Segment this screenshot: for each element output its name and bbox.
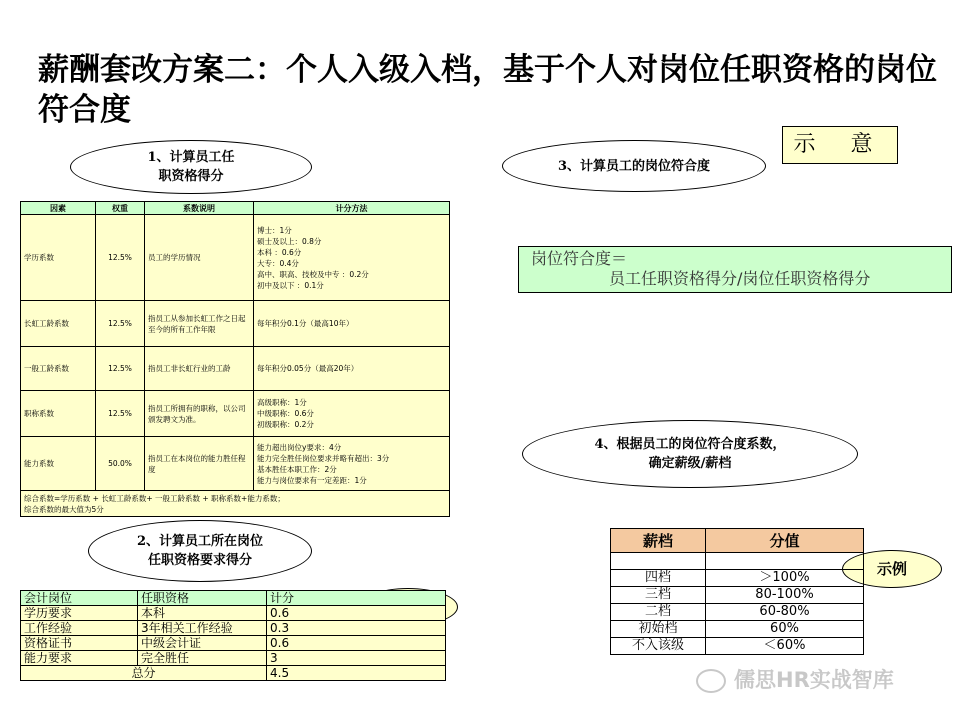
step3-ellipse: 3、计算员工的岗位符合度 — [502, 140, 766, 192]
req-score: 0.6 — [267, 636, 446, 651]
formula-line1: 岗位符合度＝ — [531, 249, 628, 268]
table-row — [21, 621, 446, 636]
watermark — [696, 664, 894, 694]
table-row — [21, 301, 450, 347]
example-badge-right: 示例 — [842, 550, 942, 588]
wechat-icon — [696, 669, 726, 693]
grade-table — [610, 528, 864, 655]
factor-cell: 一般工龄系数 — [21, 347, 96, 391]
table-row — [611, 570, 864, 587]
grade-level — [611, 553, 706, 570]
req-item: 工作经验 — [21, 621, 138, 636]
factor-scoring-table — [20, 201, 450, 517]
table-row — [611, 621, 864, 638]
req-score: 3 — [267, 651, 446, 666]
req-qualification: 本科 — [138, 606, 267, 621]
method-cell: 每年积分0.05分（最高20年） — [254, 347, 450, 391]
grade-range: 60% — [706, 621, 864, 638]
req-total-label: 总分 — [21, 666, 267, 681]
req-header-post: 会计岗位 — [21, 591, 138, 606]
page-title: 薪酬套改方案二：个人入级入档，基于个人对岗位任职资格的岗位符合度 — [38, 52, 937, 128]
factor-cell: 能力系数 — [21, 437, 96, 491]
table-row — [21, 347, 450, 391]
method-cell: 每年积分0.1分（最高10年） — [254, 301, 450, 347]
desc-cell: 员工的学历情况 — [145, 215, 254, 301]
table-total-row — [21, 666, 446, 681]
weight-cell: 12.5% — [96, 347, 145, 391]
col-header-weight: 权重 — [96, 202, 145, 215]
schema-label-box: 示 意 — [782, 126, 898, 164]
desc-cell: 指员工在本岗位的能力胜任程度 — [145, 437, 254, 491]
formula-line2: 员工任职资格得分/岗位任职资格得分 — [609, 269, 871, 288]
method-cell: 高级职称：1分 中级职称：0.6分 初级职称：0.2分 — [254, 391, 450, 437]
grade-level: 不入该级 — [611, 638, 706, 655]
grade-level: 四档 — [611, 570, 706, 587]
table-row — [611, 553, 864, 570]
col-header-method: 计分方法 — [254, 202, 450, 215]
factor-cell: 职称系数 — [21, 391, 96, 437]
formula-box — [518, 246, 952, 293]
grade-range: 80-100% — [706, 587, 864, 604]
req-qualification: 3年相关工作经验 — [138, 621, 267, 636]
desc-cell: 指员工从参加长虹工作之日起至今的所有工作年限 — [145, 301, 254, 347]
table-row — [21, 437, 450, 491]
req-qualification: 完全胜任 — [138, 651, 267, 666]
table-row — [21, 591, 446, 606]
table-row — [611, 587, 864, 604]
table-row — [21, 636, 446, 651]
table-row — [21, 391, 450, 437]
table-row — [21, 606, 446, 621]
table-row — [611, 604, 864, 621]
table-row — [611, 638, 864, 655]
table-row — [21, 651, 446, 666]
desc-cell: 指员工所拥有的职称，以公司颁发聘文为准。 — [145, 391, 254, 437]
grade-range: 60-80% — [706, 604, 864, 621]
weight-cell: 12.5% — [96, 301, 145, 347]
factor-cell: 学历系数 — [21, 215, 96, 301]
col-header-desc: 系数说明 — [145, 202, 254, 215]
step2-ellipse: 2、计算员工所在岗位 任职资格要求得分 — [88, 520, 312, 582]
factor-cell: 长虹工龄系数 — [21, 301, 96, 347]
watermark-text: 儒思HR实战智库 — [734, 668, 894, 692]
method-cell: 博士：1分 硕士及以上：0.8分 本科 ：0.6分 大专：0.4分 高中、职高、技校及中专 ：0.2分 初中及以下 ：0.1分 — [254, 215, 450, 301]
requirement-score-table — [20, 590, 446, 681]
table-footer-row — [21, 491, 450, 517]
weight-cell: 12.5% — [96, 215, 145, 301]
step1-ellipse: 1、计算员工任 职资格得分 — [70, 140, 312, 194]
req-qualification: 中级会计证 — [138, 636, 267, 651]
req-header-score: 计分 — [267, 591, 446, 606]
weight-cell: 50.0% — [96, 437, 145, 491]
req-item: 学历要求 — [21, 606, 138, 621]
col-header-factor: 因素 — [21, 202, 96, 215]
grade-range: ＞100% — [706, 570, 864, 587]
grade-header-level: 薪档 — [611, 529, 706, 553]
grade-level: 初始档 — [611, 621, 706, 638]
grade-range — [706, 553, 864, 570]
req-item: 能力要求 — [21, 651, 138, 666]
grade-level: 二档 — [611, 604, 706, 621]
req-score: 0.3 — [267, 621, 446, 636]
method-cell: 能力超出岗位y要求：4分 能力完全胜任岗位要求并略有超出：3分 基本胜任本职工作：2分 能力与岗位要求有一定差距：1分 — [254, 437, 450, 491]
req-total-value: 4.5 — [267, 666, 446, 681]
weight-cell: 12.5% — [96, 391, 145, 437]
step4-ellipse: 4、根据员工的岗位符合度系数， 确定薪级/薪档 — [522, 420, 858, 488]
req-item: 资格证书 — [21, 636, 138, 651]
grade-level: 三档 — [611, 587, 706, 604]
req-header-qualification: 任职资格 — [138, 591, 267, 606]
table-row — [21, 215, 450, 301]
req-score: 0.6 — [267, 606, 446, 621]
grade-header-score: 分值 — [706, 529, 864, 553]
table-footer-note: 综合系数=学历系数 + 长虹工龄系数+ 一般工龄系数 + 职称系数+能力系数； 综合系数的最大值为5分 — [21, 491, 450, 517]
desc-cell: 指员工非长虹行业的工龄 — [145, 347, 254, 391]
grade-range: ＜60% — [706, 638, 864, 655]
